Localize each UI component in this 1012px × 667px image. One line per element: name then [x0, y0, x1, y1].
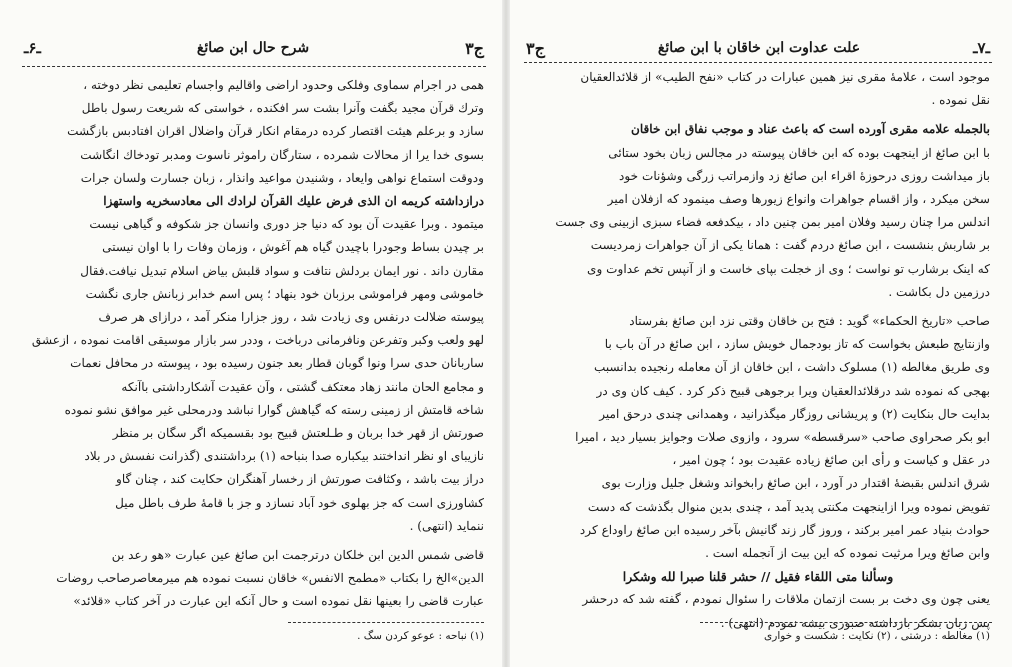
text-line: حوادث بنیاد عمر امیر برکند ، وروز گار زند گانیش بآخر رسیده ابن صائغ راوداع کرد: [579, 522, 990, 537]
header-rule: [22, 66, 486, 67]
text-line: درزمین دل بکاشت .: [888, 284, 990, 299]
text-line: بالجمله علامه مقری آورده است که باعث عناد و موجب نفاق ابن خاقان: [630, 122, 990, 137]
right-page-header: [526, 34, 990, 62]
text-line: ننماید (انتهی) .: [409, 518, 484, 533]
right-page: [520, 0, 996, 667]
text-line: وابن صائغ ویرا مرثیت نموده که این بیت از آنجمله است .: [705, 546, 990, 561]
verse-line: وسألنا متی اللقاء فقیل // حشر قلنا صبرا لله وشکرا: [622, 569, 894, 585]
volume-label: ج۳: [465, 38, 484, 58]
text-line: بهجی که نموده شد درقلائدالعقیان ویرا برجوهی قبیح ذکر کرد . کیف کان وی در: [596, 383, 990, 398]
text-line: یعنی چون وی دخت بر بست ازتمان ملاقات را سئوال نمودم ، گفته شد که درحشر: [582, 592, 990, 607]
text-line: اندلس مرا چنان رسید وفلان امیر بمن چنین داد ، بیکدفعه فضاء سبزی ازبینی وی جست: [555, 215, 990, 230]
text-line: تفویض نموده ویرا ازاینجهت مکنتی پدید آمد ، چندی بدین منوال بگذشت که دست: [587, 499, 990, 514]
volume-label: ج۳: [526, 38, 545, 58]
text-line: موجود است ، علامهٔ مقری نیز همین عبارات در کتاب «نفح الطیب» از قلائدالعقیان: [580, 70, 990, 84]
left-page-header: [24, 34, 484, 62]
footnote: (۱) نباحه : عوعو کردن سگ .: [357, 630, 484, 642]
text-line: بر چیدن بساط وجودرا باچیدن گیاه هم آغوش ، وزمان وفات را با اوان نیستی: [102, 240, 484, 255]
text-line: سخن میکرد ، واز اقسام جواهرات وانواع زیورها وصف مینمود که ازفلان امیر: [607, 192, 990, 207]
text-line: سازد و برعلم هیئت اقتصار کرده درمقام انکار قرآن واضلال اقران افتادبس بازگشت: [67, 124, 484, 139]
left-page-text: [24, 74, 484, 614]
header-rule: [524, 62, 992, 63]
book-gutter: [502, 0, 510, 667]
text-line: وی طریق مغالطه (۱) مسلوک داشت ، ابن خاقان از آن معامله رنجیده بدانسبب: [593, 360, 990, 375]
text-line: مقارن داند . نور ایمان بردلش نتافت و سواد قلبش بیاض اسلام تبدیل نیافت.فقال: [80, 263, 484, 278]
text-line: و مجامع الحان مانند زهاد معتکف گشتی ، وآن عقیدت آشکارداشتی باآنکه: [121, 379, 484, 394]
page-number: ـ۶ـ: [24, 39, 41, 57]
text-line: لهو ولعب وکبر وتفرعن ونافرمانی درباخت ، وددر سر بازار موسیقی اقامت نموده ، ازعشق: [31, 333, 484, 348]
text-line: صورتش از قهر خدا بربان و طـلعتش قبیح بود بقسمیکه اگر سگان بر منظر: [112, 426, 484, 441]
running-title: علت عداوت ابن خاقان با ابن صائغ: [657, 40, 861, 56]
text-line: عبارت قاضی را بعینها نقل نموده است و حال آنکه این عبارت در آخر کتاب «قلائد»: [73, 594, 484, 609]
footnote-rule: [288, 622, 484, 623]
text-line: نازیبای او نظر انداختند بیکباره صدا بنباحه (۱) برداشتندی (گذرانت نفسش در بلاد: [84, 449, 484, 464]
text-line: میتمود . وبرا عقیدت آن بود که دنیا جز دوری وانسان جز شکوفه و گیاهی نیست: [89, 217, 484, 232]
text-line: باز میداشت روزی درحوزهٔ اقراء ابن صائغ زد وازمراتب زرگی وشؤنات خود: [619, 168, 990, 183]
footnote: (۱) مغالطه : درشتی ، (۲) نکایت : شکست و خواری: [764, 630, 990, 642]
text-line: وازنتایج طبعش بخواست که تاز بودجمال خویش سازد ، ابن صائغ در آن باب با: [604, 337, 990, 352]
text-line: شرق اندلس بقبضهٔ اقتدار در آورد ، ابن صائغ رابخواند وشغل جلیل وزارت بوی: [601, 476, 990, 491]
text-line: که اینک برشارب تو نواست ؛ وی از خجلت بپای خاست و از آنپس تخم عداوت وی: [587, 261, 990, 276]
text-line: شاخه قامتش از زمینی رسته که گیاهش گوارا نباشد ودرمحلی غیر موافق نشو نموده: [64, 402, 484, 417]
text-line: دراز بیت باشد ، وکثافت صورتش از رخسار آهنگران حکایت کند ، چنان گاو: [116, 472, 484, 487]
text-line: همی در اجرام سماوی وفلکی وحدود اراضی واقالیم واجسام تعلیمی نظر دوخته ،: [83, 78, 484, 92]
text-line: بدایت حال بنکایت (۲) و پریشانی روزگار میگذرانید ، وهمدانی چندی درحق امیر: [599, 406, 990, 421]
right-page-text: [526, 66, 990, 635]
text-line: قاضی شمس الدین ابن خلکان درترجمت ابن صائغ عین عبارت «هو رعد بن: [111, 548, 484, 563]
text-line: ساربانان حدی سرا ونوا گوبان قطار بعد جنون رسیده بود ، پیوسته در محافل نعمات: [70, 356, 484, 371]
footnote-rule: [700, 622, 992, 623]
text-line: وترك قرآن مجید بگفت وآنرا بشت سر افکنده ، خواستی که شریعت رسول باطل: [81, 101, 484, 116]
running-title: شرح حال ابن صائغ: [196, 40, 310, 56]
left-page: [18, 0, 490, 667]
text-line: پیوسته ضلالت درنفس وی زیادت شد ، روز جزارا منکر آمد ، درازای هر صرف: [98, 310, 484, 325]
text-line: صاحب «تاریخ الحکماء» گوید : فتح بن خاقان وقتی نزد ابن صائغ بفرستاد: [629, 314, 990, 329]
page-number: ـ۷ـ: [973, 39, 990, 57]
text-line: درازداشته کریمه ان الذی فرض علیك القرآن لرادك الی معادسخریه واستهزا: [103, 194, 484, 209]
text-line: ابو بکر صحراوی صاحب «سرقسطه» سرود ، وازوی صلات وجوایز بسیار دید ، امیرا: [575, 430, 990, 445]
text-line: الدین»الخ را بکتاب «مطمح الانفس» خاقان نسبت نموده هم میرمعاصرصاحب روضات: [56, 571, 484, 586]
text-line: پس زبان بشکر بازداشته صبوری بیشه نمودم (انتهی) .: [720, 615, 990, 630]
text-line: با ابن صائغ از اینجهت بوده که ابن خاقان پیوسته در مجالس زبان بخود ستائی: [608, 145, 990, 160]
text-line: در عقل و کیاست و رأی ابن صائغ زیاده عقیدت بود ؛ چون امیر ،: [672, 453, 990, 468]
text-line: کشاورزی است که جز بهلوی خود آباد نسازد و جز با قامهٔ طرف باطل میل: [115, 495, 484, 510]
text-line: بر شاربش بنشست ، ابن صائغ دردم گفت : همانا یکی از آن جواهرات زمردیست: [590, 238, 990, 253]
text-line: بسوی خدا یرا از محالات شمرده ، ستارگان راموثر ناسوت ومدبر تودخاك انگاشت: [80, 147, 484, 162]
text-line: نقل نموده .: [931, 93, 990, 108]
text-line: خاموشی ومهر فراموشی برزبان خود بنهاد ؛ پس اسم خدابر زبانش جاری نگشت: [85, 286, 484, 301]
text-line: ودوقت استماع نواهی وایعاد ، وشنیدن مواعید وانذار ، زبان جسارت ولسان جرات: [80, 170, 484, 185]
